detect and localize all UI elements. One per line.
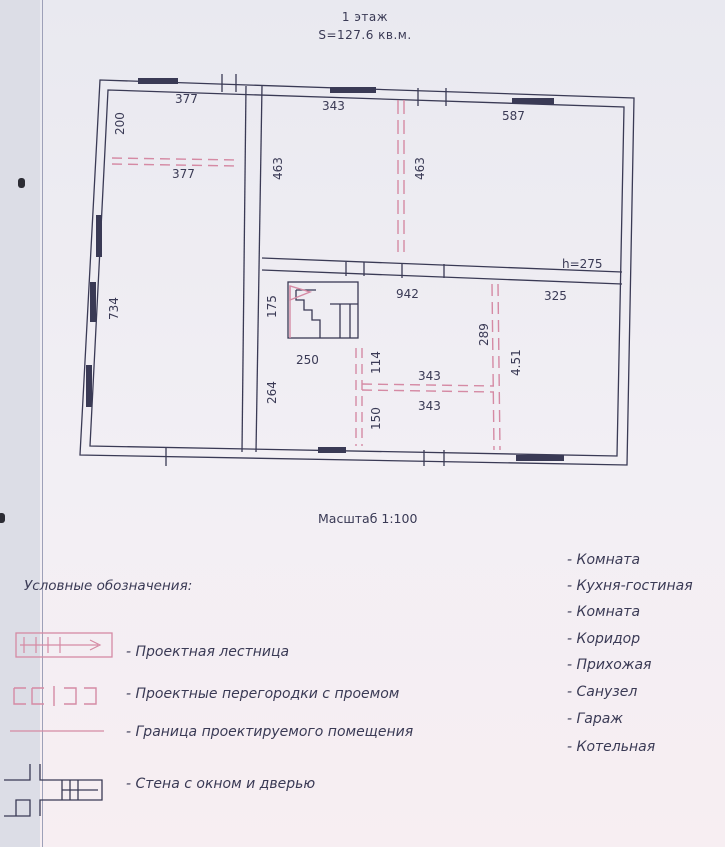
binder-hole bbox=[0, 513, 5, 523]
dim-bath-h: 150 bbox=[369, 407, 383, 430]
dim-top-left: 377 bbox=[175, 92, 198, 106]
window bbox=[516, 455, 564, 461]
partition-opening-icon bbox=[10, 684, 106, 710]
room-list-item: - Комната bbox=[567, 552, 641, 568]
legend-item-partitions: - Проектные перегородки с проемом bbox=[126, 686, 400, 702]
window bbox=[96, 215, 102, 257]
legend-item-wall: - Стена с окном и дверью bbox=[126, 776, 316, 792]
dim-mid-center: 463 bbox=[413, 157, 427, 180]
scale-label: Масштаб 1:100 bbox=[318, 511, 418, 526]
dim-left-top: 200 bbox=[113, 112, 127, 135]
dim-corridor: 942 bbox=[396, 287, 419, 301]
dim-left-partition: 377 bbox=[172, 167, 195, 181]
dim-bath-bottom: 343 bbox=[418, 399, 441, 413]
window bbox=[318, 447, 346, 453]
dim-mid-left: 463 bbox=[271, 157, 285, 180]
room-list-item: - Гараж bbox=[567, 711, 623, 727]
window bbox=[512, 98, 554, 104]
height-label: h=275 bbox=[562, 257, 603, 271]
stairs-steps bbox=[296, 290, 320, 338]
dim-small-v: 114 bbox=[369, 351, 383, 374]
room-list-item: - Санузел bbox=[567, 684, 638, 700]
legend-item-stairs: - Проектная лестница bbox=[126, 644, 290, 660]
legend-item-boundary: - Граница проектируемого помещения bbox=[126, 724, 414, 740]
outer-wall-inner bbox=[90, 90, 624, 456]
dim-top-mid: 343 bbox=[322, 99, 345, 113]
dim-corridor-h: 264 bbox=[265, 381, 279, 404]
room-boundary-line-icon bbox=[8, 725, 108, 737]
room-list-item: - Котельная bbox=[567, 739, 656, 755]
room-list-item: - Комната bbox=[567, 604, 641, 620]
wall-window-door-icon bbox=[2, 760, 106, 820]
stair-symbol-icon bbox=[14, 631, 114, 661]
window bbox=[138, 78, 178, 84]
dim-stair-h: 175 bbox=[265, 295, 279, 318]
dim-right-v2: 4.51 bbox=[509, 349, 523, 376]
dim-right-room: 325 bbox=[544, 289, 567, 303]
floor-area: S=127.6 кв.м. bbox=[318, 28, 412, 42]
room-list-item: - Кухня-гостиная bbox=[567, 578, 693, 594]
dim-stair-w: 250 bbox=[296, 353, 319, 367]
window bbox=[90, 282, 96, 322]
room-list-item: - Коридор bbox=[567, 631, 641, 647]
dim-right-v1: 289 bbox=[477, 323, 491, 346]
window bbox=[330, 87, 376, 93]
window bbox=[86, 365, 92, 407]
floor-title: 1 этаж bbox=[341, 10, 389, 24]
wall-center bbox=[256, 86, 262, 452]
dim-left-outer: 734 bbox=[107, 297, 121, 320]
dim-top-right: 587 bbox=[502, 109, 525, 123]
dim-bath-top: 343 bbox=[418, 369, 441, 383]
wall-left-room bbox=[242, 86, 246, 452]
room-list-item: - Прихожая bbox=[567, 657, 652, 673]
legend-title: Условные обозначения: bbox=[24, 578, 193, 594]
outer-wall-outer bbox=[80, 80, 634, 465]
